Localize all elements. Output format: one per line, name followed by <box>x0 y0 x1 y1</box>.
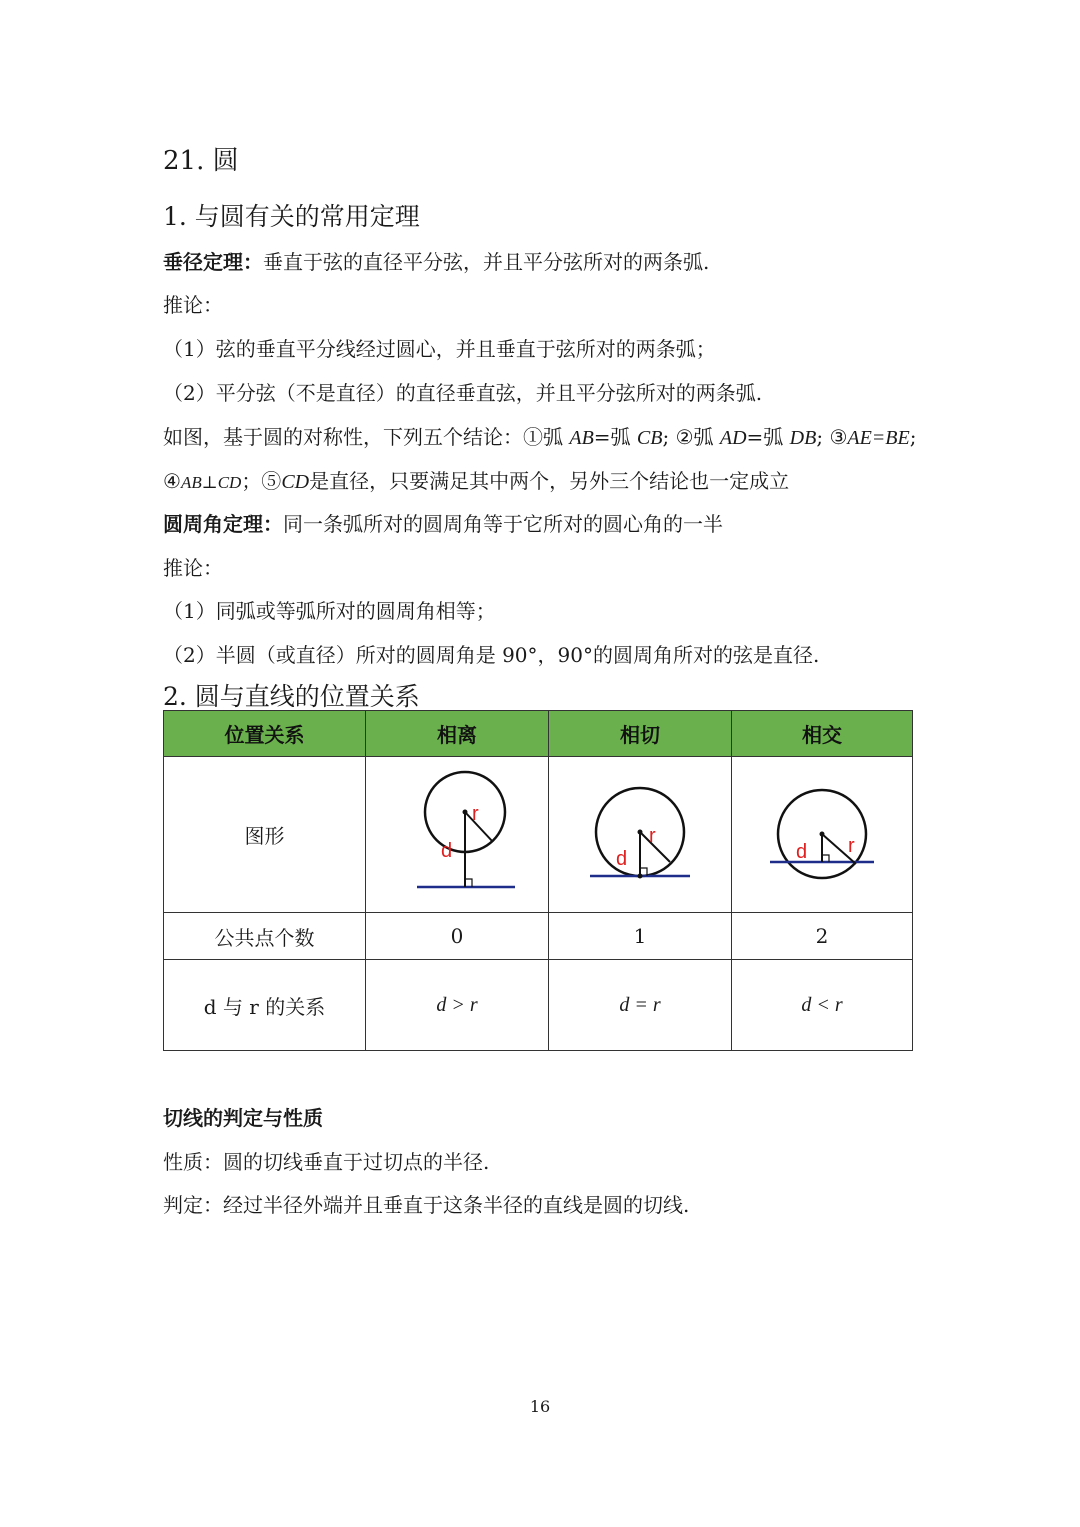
symmetry-text: =弧 <box>593 425 637 449</box>
table-row <box>164 960 913 1051</box>
count-intersect: 2 <box>732 913 913 960</box>
svg-text:r: r <box>848 835 855 857</box>
count-label: 公共点个数 <box>164 913 366 960</box>
symmetry-text: =弧 <box>746 425 790 449</box>
inscribed-theorem-text: 同一条弧所对的圆周角等于它所对的圆心角的一半 <box>283 512 723 536</box>
page-number: 16 <box>529 1397 551 1416</box>
figure-separate <box>366 757 549 913</box>
header-position: 位置关系 <box>164 711 366 757</box>
symmetry-text: ④ <box>163 469 181 493</box>
tangent-section-title: 切线的判定与性质 <box>163 1106 323 1130</box>
inscribed-theorem-label: 圆周角定理： <box>163 512 283 536</box>
section-1-title: 1. 与圆有关的常用定理 <box>163 202 420 231</box>
inscribed-inference-2: （2）半圆（或直径）所对的圆周角是 90°，90°的圆周角所对的弦是直径. <box>163 643 820 667</box>
tangent-criterion: 判定：经过半径外端并且垂直于这条半径的直线是圆的切线. <box>163 1193 690 1217</box>
count-tangent: 1 <box>549 913 732 960</box>
arc-db: DB <box>789 427 817 449</box>
chapter-title: 21. 圆 <box>163 146 239 176</box>
arc-ad: AD <box>719 427 747 449</box>
symmetry-conclusions <box>163 421 917 450</box>
symmetry-tail: 是直径，只要满足其中两个，另外三个结论也一定成立 <box>309 469 790 493</box>
cd-label: CD <box>281 471 310 493</box>
relation-separate: d > r <box>366 960 549 1051</box>
figure-tangent <box>549 757 732 913</box>
table-row <box>164 913 913 960</box>
relation-label: d 与 r 的关系 <box>164 960 366 1051</box>
arc-ab: AB <box>569 427 594 449</box>
relation-intersect: d < r <box>732 960 913 1051</box>
symmetry-text: ；⑤ <box>241 469 282 493</box>
symmetry-intro: 如图，基于圆的对称性，下列五个结论：①弧 <box>163 425 570 449</box>
chord-theorem <box>163 246 709 275</box>
circle-line-relation-table <box>163 710 913 1051</box>
svg-text:r: r <box>649 825 656 847</box>
svg-text:d: d <box>441 840 453 862</box>
header-intersect: 相交 <box>732 711 913 757</box>
symmetry-text: ; ③ <box>816 425 848 449</box>
chord-theorem-label: 垂径定理： <box>163 250 263 274</box>
table-header-row <box>164 711 913 757</box>
inference-label: 推论： <box>163 293 223 317</box>
figure-label: 图形 <box>164 757 366 913</box>
symmetry-conclusions-cont <box>163 465 789 494</box>
svg-text:d: d <box>616 848 628 870</box>
svg-text:d: d <box>796 841 808 863</box>
relation-tangent: d = r <box>549 960 732 1051</box>
inference-label: 推论： <box>163 556 223 580</box>
tangent-diagram <box>580 762 700 902</box>
inscribed-inference-1: （1）同弧或等弧所对的圆周角相等； <box>163 599 496 623</box>
symmetry-text: ; <box>909 425 917 449</box>
symmetry-text: ; ②弧 <box>662 425 720 449</box>
tangent-property: 性质：圆的切线垂直于过切点的半径. <box>163 1150 490 1174</box>
table-row <box>164 757 913 913</box>
figure-intersect <box>732 757 913 913</box>
section-2-title: 2. 圆与直线的位置关系 <box>163 682 420 711</box>
count-separate: 0 <box>366 913 549 960</box>
chord-inference-1: （1）弦的垂直平分线经过圆心，并且垂直于弦所对的两条弧； <box>163 337 716 361</box>
chord-theorem-text: 垂直于弦的直径平分弦，并且平分弦所对的两条弧. <box>263 250 710 274</box>
header-tangent: 相切 <box>549 711 732 757</box>
separate-diagram <box>397 762 517 902</box>
svg-text:r: r <box>472 803 479 825</box>
ae-equals-be: AE=BE <box>847 427 910 449</box>
inscribed-angle-theorem <box>163 508 723 537</box>
arc-cb: CB <box>636 427 663 449</box>
intersect-diagram <box>762 762 882 902</box>
chord-inference-2: （2）平分弦（不是直径）的直径垂直弦，并且平分弦所对的两条弧. <box>163 381 763 405</box>
ab-perp-cd: AB⊥CD <box>180 473 242 492</box>
header-separate: 相离 <box>366 711 549 757</box>
